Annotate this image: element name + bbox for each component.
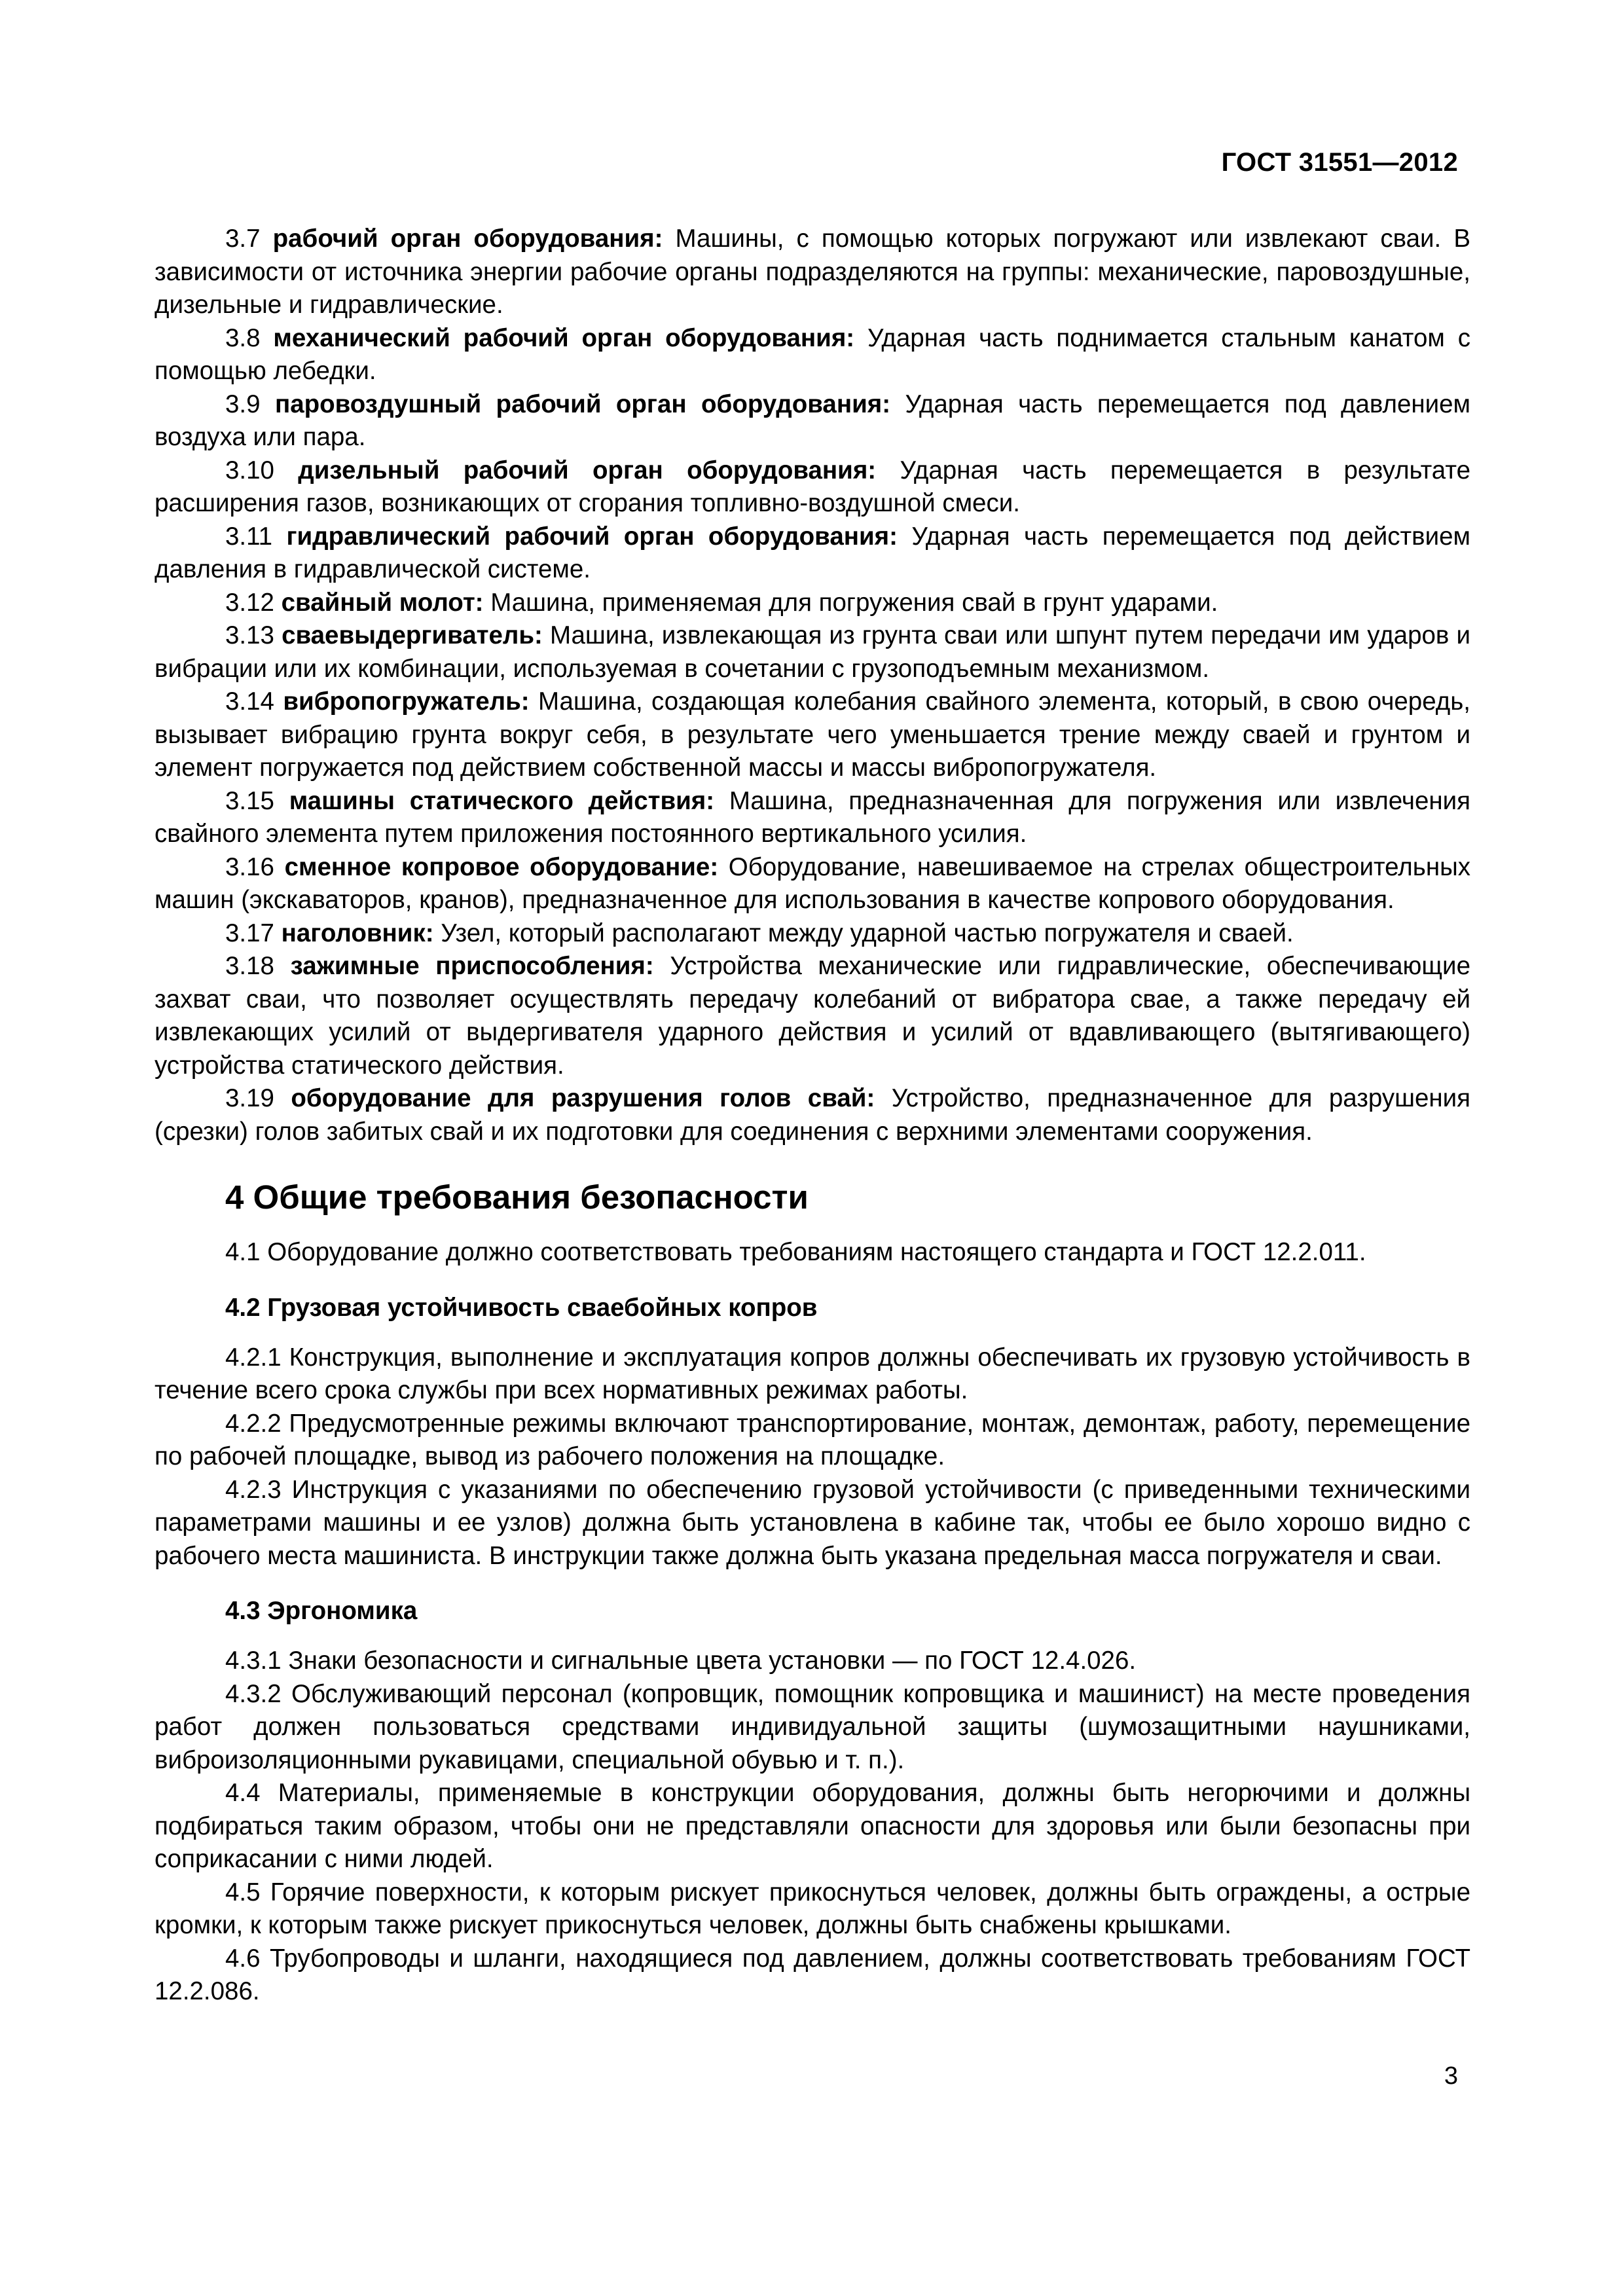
document-header: ГОСТ 31551—2012 [1221,148,1458,177]
paragraph-4-6: 4.6 Трубопроводы и шланги, находящиеся под давлением, должны соответствовать требованиям ГОСТ 12.2.086. [155,1944,1470,2005]
paragraph-4-2-3: 4.2.3 Инструкция с указаниями по обеспечению грузовой устойчивости (с приведенными техническими параметрами машины и ее узлов) должна быть установлена в кабине так, чтобы ее было хорошо видно с рабочего места машиниста. В инструкции также должна быть указана предельная масса погружателя и сваи. [155,1475,1470,1570]
definition-3-13: 3.13 сваевыдергиватель: Машина, извлекающая из грунта сваи или шпунт путем передачи им ударов и вибрации или их комбинации, используемая в сочетании с грузоподъемным механизмом. [155,621,1470,683]
term: оборудование для разрушения голов свай: [291,1084,875,1112]
paragraph-4-4: 4.4 Материалы, применяемые в конструкции оборудования, должны быть негорючими и должны подбираться таким образом, чтобы они не представляли опасности для здоровья или были безопасны при соприкасании с ними людей. [155,1779,1470,1873]
definition-3-11: 3.11 гидравлический рабочий орган оборудования: Ударная часть перемещается под действием давления в гидравлической системе. [155,522,1470,583]
term: сменное копровое оборудование: [284,852,719,881]
definition-3-12: 3.12 свайный молот: Машина, применяемая для погружения свай в грунт ударами. [225,588,1218,617]
definition-3-15: 3.15 машины статического действия: Машина, предназначенная для погружения или извлечения свайного элемента путем приложения постоянного вертикального усилия. [155,786,1470,848]
page-content [155,223,1470,2009]
paragraph-4-2-2: 4.2.2 Предусмотренные режимы включают транспортирование, монтаж, демонтаж, работу, перемещение по рабочей площадке, вывод из рабочего положения на площадке. [155,1409,1470,1470]
term: вибропогружатель: [283,687,530,716]
term: механический рабочий орган оборудования: [273,323,855,352]
term: дизельный рабочий орган оборудования: [298,456,877,484]
subsection-heading-4-3: 4.3 Эргономика [225,1597,418,1625]
paragraph-4-5: 4.5 Горячие поверхности, к которым рискует прикоснуться человек, должны быть ограждены, а острые кромки, к которым также рискует прикоснуться человек, должны быть снабжены крышками. [155,1878,1470,1939]
term: рабочий орган оборудования: [272,225,663,253]
paragraph-4-3-1: 4.3.1 Знаки безопасности и сигнальные цвета установки — по ГОСТ 12.4.026. [225,1647,1137,1675]
term: паровоздушный рабочий орган оборудования: [274,390,891,418]
paragraph-4-2-1: 4.2.1 Конструкция, выполнение и эксплуатация копров должны обеспечивать их грузовую устойчивость в течение всего срока службы при всех нормативных режимах работы. [155,1343,1470,1404]
term: гидравлический рабочий орган оборудования: [286,522,898,551]
definition-3-17: 3.17 наголовник: Узел, который располагают между ударной частью погружателя и сваей. [225,919,1294,947]
paragraph-4-1: 4.1 Оборудование должно соответствовать требованиям настоящего стандарта и ГОСТ 12.2.011. [225,1238,1366,1266]
term: свайный молот: [281,588,484,617]
term: сваевыдергиватель: [282,621,543,649]
definition-3-18: 3.18 зажимные приспособления: Устройства механические или гидравлические, обеспечивающие захват сваи, что позволяет осуществлять передачу колебаний от вибратора свае, а также передачу ей извлекающих усилий от выдергивателя ударного действия и усилий от вдавливающего (вытягивающего) устройства статического действия. [155,952,1470,1080]
definition-3-19: 3.19 оборудование для разрушения голов свай: Устройство, предназначенное для разрушения (срезки) голов забитых свай и их подготовки для соединения с верхними элементами сооружения. [155,1084,1471,1146]
term: наголовник: [281,919,434,947]
subsection-heading-4-2: 4.2 Грузовая устойчивость сваебойных копров [225,1293,818,1322]
section-heading: 4 Общие требования безопасности [225,1178,809,1216]
page-number: 3 [1444,2062,1458,2090]
definition-3-10: 3.10 дизельный рабочий орган оборудования: Ударная часть перемещается в результате расширения газов, возникающих от сгорания топливно-воздушной смеси. [155,456,1470,517]
term: зажимные приспособления: [290,952,654,980]
spacer [155,1218,1470,1236]
definition-3-9: 3.9 паровоздушный рабочий орган оборудования: Ударная часть перемещается под давлением воздуха или пара. [155,390,1471,451]
term: машины статического действия: [289,786,715,815]
definition-3-7: 3.7 рабочий орган оборудования: Машины, с помощью которых погружают или извлекают сваи. В зависимости от источника энергии рабочие органы подразделяются на группы: механические, паровоздушные, дизельные и гидравлические. [155,225,1470,319]
paragraph-4-3-2: 4.3.2 Обслуживающий персонал (копровщик, помощник копровщика и машинист) на месте проведения работ должен пользоваться средствами индивидуальной защиты (шумозащитными наушниками, виброизоляционными рукавицами, специальной обувью и т. п.). [155,1679,1470,1774]
definition-3-16: 3.16 сменное копровое оборудование: Оборудование, навешиваемое на стрелах общестроительных машин (экскаваторов, кранов), предназначенное для использования в качестве копрового оборудования. [155,852,1471,914]
definition-3-14: 3.14 вибропогружатель: Машина, создающая колебания свайного элемента, который, в свою очередь, вызывает вибрацию грунта вокруг себя, в результате чего уменьшается трение между сваей и грунтом и элемент погружается под действием собственной массы и массы вибропогружателя. [155,687,1470,782]
definition-3-8: 3.8 механический рабочий орган оборудования: Ударная часть поднимается стальным канатом с помощью лебедки. [155,323,1470,385]
